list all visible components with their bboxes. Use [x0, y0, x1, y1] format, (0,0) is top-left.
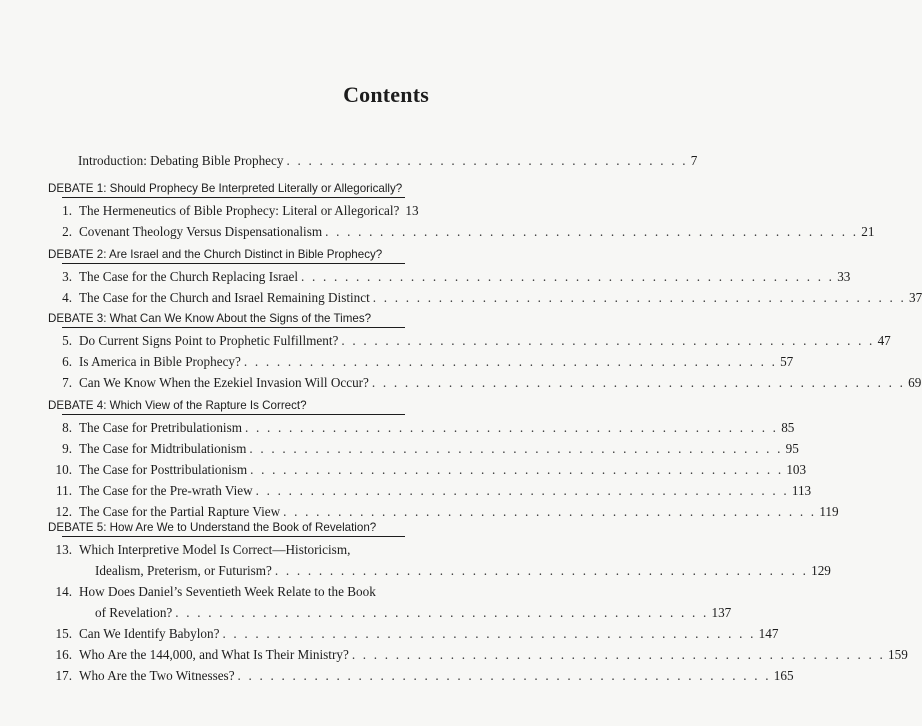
dot-leader: . . . . . . . . . . . . . . . . . . . . . . . . . . . . . . . . . . . . . . . . . . . . . . . . .: [250, 462, 784, 477]
dot-leader: . . . . . . . . . . . . . . . . . . . . . . . . . . . . . . . . . . . . . . . . . . . . . . . . .: [274, 563, 809, 578]
entry-page-number: 165: [773, 668, 794, 683]
entry-title: The Hermeneutics of Bible Prophecy: Literal or Allegorical?: [79, 203, 400, 218]
entry-title: The Case for the Church Replacing Israel: [79, 269, 298, 284]
entry-page-number: 103: [786, 462, 807, 477]
entry-page-number: 119: [819, 504, 839, 519]
entry-title: The Case for Pretribulationism: [79, 420, 242, 435]
dot-leader: . . . . . . . . . . . . . . . . . . . . . . . . . . . . . . . . . . . . . . . . . . . . . . . . .: [300, 269, 835, 284]
entry-number: 17.: [55, 668, 72, 683]
toc-entry: [48, 644, 908, 665]
entry-page-number: 147: [758, 626, 779, 641]
entry-page-number: 13: [405, 203, 419, 218]
entry-number: 13.: [55, 542, 72, 557]
entry-number: 9.: [62, 441, 72, 456]
entry-title: The Case for the Partial Rapture View: [79, 504, 281, 519]
debate-heading: DEBATE 2: Are Israel and the Church Distinct in Bible Prophecy?: [48, 248, 383, 261]
section-rule: [62, 327, 405, 328]
entry-page-number: 57: [780, 354, 794, 369]
entry-title: The Case for Midtribulationism: [79, 441, 247, 456]
entry-title: Do Current Signs Point to Prophetic Fulfillment?: [79, 333, 339, 348]
entry-number: 8.: [62, 420, 72, 435]
toc-entry: [48, 372, 922, 393]
entry-page-number: 85: [781, 420, 795, 435]
dot-leader: . . . . . . . . . . . . . . . . . . . . . . . . . . . . . . . . . . . . .: [286, 153, 688, 168]
dot-leader: . . . . . . . . . . . . . . . . . . . . . . . . . . . . . . . . . . . . . . . . . . . . . . . . .: [222, 626, 756, 641]
entry-page-number: 95: [785, 441, 799, 456]
toc-entry: [48, 438, 799, 459]
dot-leader: . . . . . . . . . . . . . . . . . . . . . . . . . . . . . . . . . . . . . . . . . . . . . . . . .: [175, 605, 709, 620]
toc-entry: [48, 330, 891, 351]
entry-page-number: 37: [908, 290, 922, 305]
toc-entry: [48, 417, 795, 438]
entry-page-number: 129: [811, 563, 831, 578]
entry-page-number: 69: [908, 375, 922, 390]
toc-entry: [48, 665, 794, 686]
dot-leader: . . . . . . . . . . . . . . . . . . . . . . . . . . . . . . . . . . . . . . . . . . . . . . . . .: [341, 333, 875, 348]
entry-number: 12.: [55, 504, 72, 519]
debate-section-4: [48, 399, 839, 522]
debate-section-2: [48, 248, 922, 308]
toc-entry: [48, 539, 405, 560]
dot-leader: . . . . . . . . . . . . . . . . . . . . . . . . . . . . . . . . . . . . . . . . . . . . . . . . .: [244, 420, 779, 435]
entry-number: 6.: [62, 354, 72, 369]
entry-title: Can We Know When the Ezekiel Invasion Will Occur?: [79, 375, 369, 390]
entry-number: 11.: [56, 483, 72, 498]
entry-title: Is America in Bible Prophecy?: [79, 354, 241, 369]
section-rule: [62, 197, 405, 198]
toc-entry-continuation: [95, 560, 831, 581]
dot-leader: . . . . . . . . . . . . . . . . . . . . . . . . . . . . . . . . . . . . . . . . . . . . . . . . .: [249, 441, 783, 456]
toc-entry: [48, 480, 812, 501]
entry-title: Who Are the 144,000, and What Is Their Ministry?: [79, 647, 349, 662]
entry-title: The Case for the Church and Israel Remaining Distinct: [79, 290, 370, 305]
section-rule: [62, 414, 405, 415]
toc-entry: [48, 287, 922, 308]
toc-entry: [48, 459, 807, 480]
dot-leader: . . . . . . . . . . . . . . . . . . . . . . . . . . . . . . . . . . . . . . . . . . . . . . . . .: [372, 290, 906, 305]
entry-title: The Case for the Pre-wrath View: [79, 483, 253, 498]
entry-title-continued: Idealism, Preterism, or Futurism?: [95, 563, 272, 578]
debate-heading: DEBATE 1: Should Prophecy Be Interpreted Literally or Allegorically?: [48, 182, 403, 195]
dot-leader: . . . . . . . . . . . . . . . . . . . . . . . . . . . . . . . . . . . . . . . . . . . . . . . . .: [255, 483, 789, 498]
entry-page-number: 21: [861, 224, 875, 239]
entry-page-number: 7: [690, 153, 698, 168]
dot-leader: . . . . . . . . . . . . . . . . . . . . . . . . . . . . . . . . . . . . . . . . . . . . . . . . .: [243, 354, 778, 369]
entry-title-continued: of Revelation?: [95, 605, 173, 620]
debate-heading: DEBATE 5: How Are We to Understand the Book of Revelation?: [48, 521, 377, 534]
entry-title: Can We Identify Babylon?: [79, 626, 220, 641]
dot-leader: . . . . . . . . . . . . . . . . . . . . . . . . . . . . . . . . . . . . . . . . . . . . . . . . .: [351, 647, 886, 662]
entry-title: Which Interpretive Model Is Correct—Historicism,: [79, 542, 351, 557]
toc-entry-introduction: [78, 153, 698, 169]
debate-heading: DEBATE 4: Which View of the Rapture Is Correct?: [48, 399, 307, 412]
entry-number: 2.: [62, 224, 72, 239]
debate-heading: DEBATE 3: What Can We Know About the Signs of the Times?: [48, 312, 372, 325]
entry-number: 1.: [62, 203, 72, 218]
entry-number: 3.: [62, 269, 72, 284]
entry-page-number: 159: [888, 647, 908, 662]
toc-entry: [48, 351, 794, 372]
entry-page-number: 33: [837, 269, 851, 284]
toc-entry: [48, 623, 779, 644]
toc-entry: [48, 581, 405, 602]
toc-entry: [48, 266, 851, 287]
debate-section-3: [48, 312, 922, 393]
entry-number: 4.: [62, 290, 72, 305]
entry-page-number: 47: [877, 333, 891, 348]
entry-number: 10.: [55, 462, 72, 477]
entry-title: How Does Daniel’s Seventieth Week Relate to the Book: [79, 584, 376, 599]
entry-page-number: 113: [791, 483, 812, 498]
toc-entry-continuation: [95, 602, 732, 623]
entry-title: Introduction: Debating Bible Prophecy: [78, 153, 284, 168]
entry-title: Covenant Theology Versus Dispensationalism: [79, 224, 323, 239]
toc-entry: [48, 221, 875, 242]
entry-number: 5.: [62, 333, 72, 348]
page-title: Contents: [343, 82, 429, 107]
entry-number: 15.: [55, 626, 72, 641]
debate-section-1: [48, 182, 875, 242]
entry-number: 7.: [62, 375, 72, 390]
dot-leader: . . . . . . . . . . . . . . . . . . . . . . . . . . . . . . . . . . . . . . . . . . . . . . . . .: [325, 224, 859, 239]
dot-leader: . . . . . . . . . . . . . . . . . . . . . . . . . . . . . . . . . . . . . . . . . . . . . . . . .: [237, 668, 771, 683]
section-rule: [62, 536, 405, 537]
toc-entry: [48, 501, 839, 522]
section-rule: [62, 263, 405, 264]
entry-page-number: 137: [711, 605, 732, 620]
entry-title: The Case for Posttribulationism: [79, 462, 248, 477]
entry-number: 16.: [55, 647, 72, 662]
dot-leader: . . . . . . . . . . . . . . . . . . . . . . . . . . . . . . . . . . . . . . . . . . . . . . . . .: [283, 504, 817, 519]
entry-number: 14.: [55, 584, 72, 599]
entry-title: Who Are the Two Witnesses?: [79, 668, 235, 683]
dot-leader: . . . . . . . . . . . . . . . . . . . . . . . . . . . . . . . . . . . . . . . . . . . . . . . . .: [371, 375, 906, 390]
debate-section-5: [48, 521, 908, 686]
toc-entry: [48, 200, 419, 221]
